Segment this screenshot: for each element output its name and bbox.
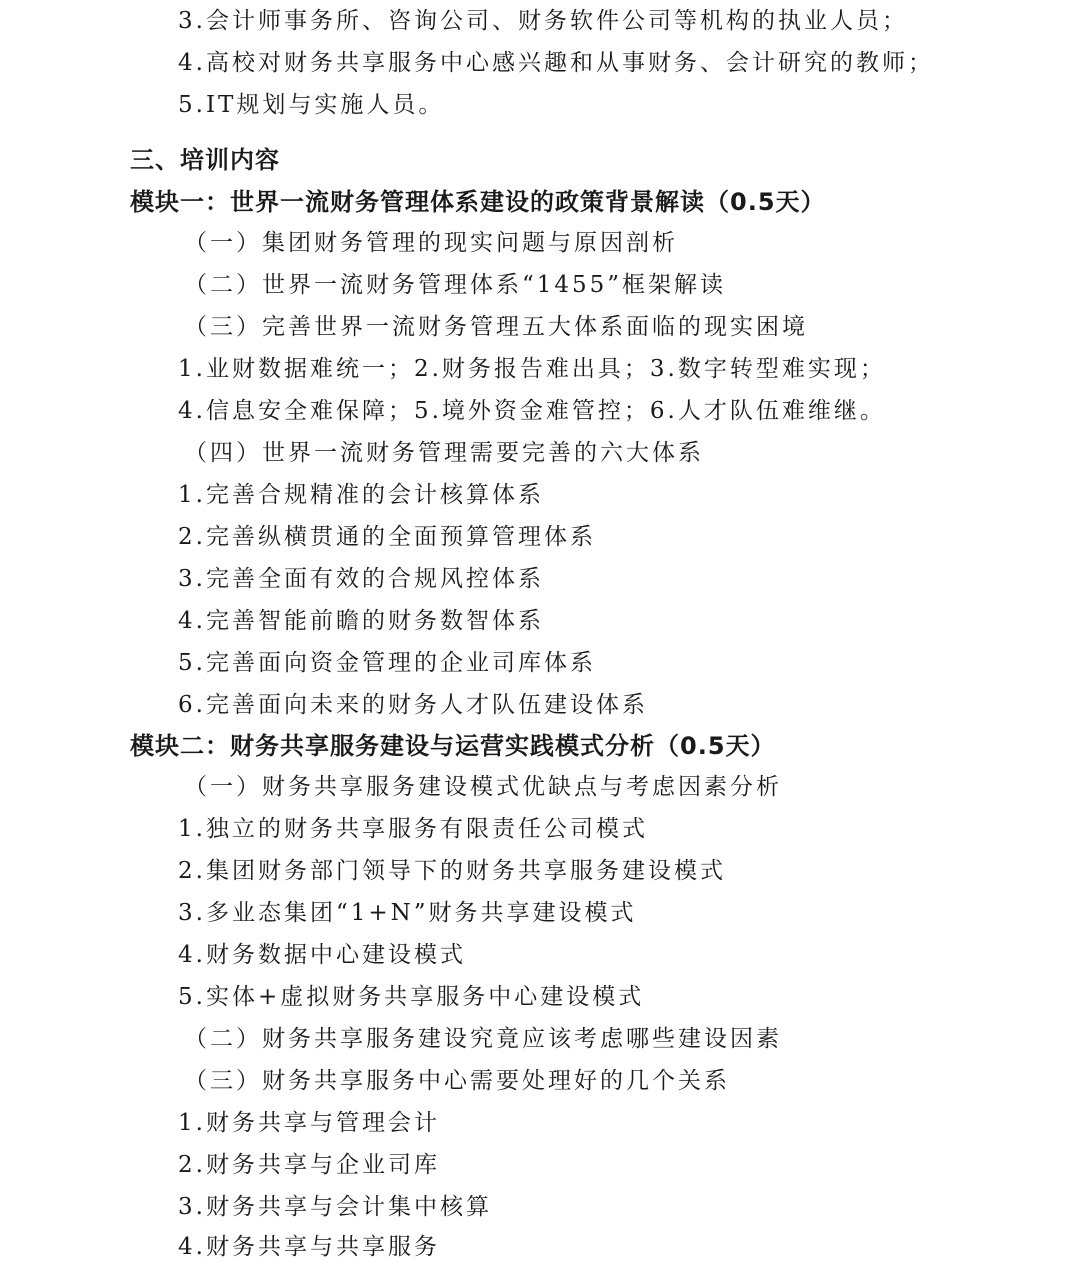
module-1-line: 3.完善全面有效的合规风控体系 bbox=[178, 566, 544, 592]
module-2-line: 4.财务数据中心建设模式 bbox=[178, 942, 466, 968]
module-1-line: 4.完善智能前瞻的财务数智体系 bbox=[178, 608, 544, 634]
audience-item-4: 4.高校对财务共享服务中心感兴趣和从事财务、会计研究的教师； bbox=[178, 50, 934, 76]
module-2-line: 3.多业态集团“1+N”财务共享建设模式 bbox=[178, 900, 637, 926]
module-2-line: 1.财务共享与管理会计 bbox=[178, 1110, 440, 1136]
module-1-title: 模块一：世界一流财务管理体系建设的政策背景解读（0.5天） bbox=[130, 188, 826, 216]
module-2-line: （二）财务共享服务建设究竟应该考虑哪些建设因素 bbox=[184, 1026, 782, 1052]
module-2-line: 2.财务共享与企业司库 bbox=[178, 1152, 440, 1178]
module-1-line: 6.完善面向未来的财务人才队伍建设体系 bbox=[178, 692, 648, 718]
module-2-line: 3.财务共享与会计集中核算 bbox=[178, 1194, 492, 1220]
module-1-line: 2.完善纵横贯通的全面预算管理体系 bbox=[178, 524, 596, 550]
module-2-line: 2.集团财务部门领导下的财务共享服务建设模式 bbox=[178, 858, 726, 884]
module-2-line: （三）财务共享服务中心需要处理好的几个关系 bbox=[184, 1068, 730, 1094]
module-1-line: 5.完善面向资金管理的企业司库体系 bbox=[178, 650, 596, 676]
module-2-line: 1.独立的财务共享服务有限责任公司模式 bbox=[178, 816, 648, 842]
module-1-line: 4.信息安全难保障；5.境外资金难管控；6.人才队伍难维继。 bbox=[178, 398, 886, 424]
module-1-line: （四）世界一流财务管理需要完善的六大体系 bbox=[184, 440, 704, 466]
audience-item-3: 3.会计师事务所、咨询公司、财务软件公司等机构的执业人员； bbox=[178, 8, 908, 34]
module-1-line: 1.业财数据难统一；2.财务报告难出具；3.数字转型难实现； bbox=[178, 356, 886, 382]
module-1-line: （一）集团财务管理的现实问题与原因剖析 bbox=[184, 230, 678, 256]
module-1-line: 1.完善合规精准的会计核算体系 bbox=[178, 482, 544, 508]
module-1-line: （二）世界一流财务管理体系“1455”框架解读 bbox=[184, 272, 727, 298]
module-2-title: 模块二：财务共享服务建设与运营实践模式分析（0.5天） bbox=[130, 732, 776, 760]
audience-item-5: 5.IT规划与实施人员。 bbox=[178, 92, 445, 118]
module-2-line: 5.实体+虚拟财务共享服务中心建设模式 bbox=[178, 984, 645, 1010]
module-1-line: （三）完善世界一流财务管理五大体系面临的现实困境 bbox=[184, 314, 808, 340]
module-2-line: 4.财务共享与共享服务 bbox=[178, 1234, 440, 1260]
section-title: 三、培训内容 bbox=[130, 146, 280, 174]
module-2-line: （一）财务共享服务建设模式优缺点与考虑因素分析 bbox=[184, 774, 782, 800]
